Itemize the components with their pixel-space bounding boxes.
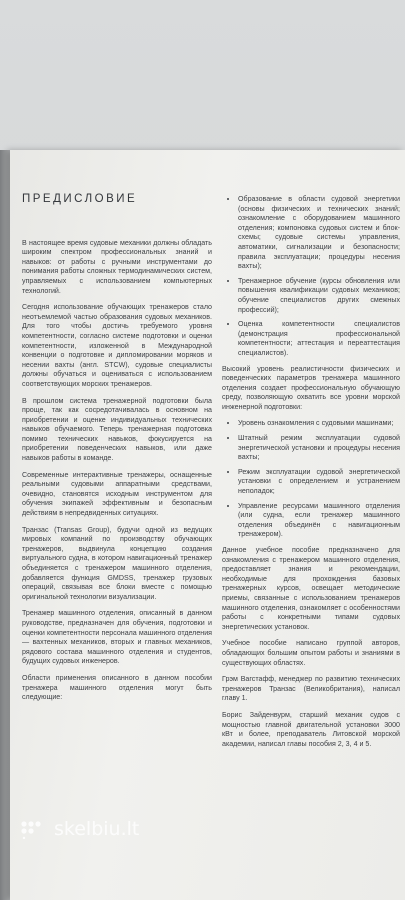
paragraph: В прошлом система тренажерной подготовки была проще, так как сосредотачивалась в основном на приобретении и оценке индивидуальных технических навыков обучаемого. Теперь тренажерная подготовка помимо технических навыков, фокусируется на приобретении поведенческих навыков, или даже навыков работы в команде. [22,396,212,463]
left-column [22,195,212,710]
paragraph: В настоящее время судовые механики должны обладать широким спектром профессиональных знаний и навыков: от работы с ручными инструментами до понимания работы сложных термодинамических систем, управляемых с использованием компьютерных технологий. [22,238,212,295]
bullet-list [222,419,400,540]
page-title: ПРЕДИСЛОВИЕ [22,193,138,205]
paragraph: Данное учебное пособие предназначено для ознакомления с тренажером машинного отделения, предоставляет знания и рекомендации, необходимые для прохождения базовых тренажерных курсов, освещает методические приемы, связанные с использованием тренажеров машинного отделения, ознакомляет с особенностями работы с конкретными типами судовых энергетических установок. [222,546,400,631]
paragraph: Грэм Вагстафф, менеджер по развитию технических тренажеров Транзас (Великобритания), написал главу 1. [222,675,400,703]
paragraph: Учебное пособие написано группой авторов, обладающих большим опытом работы и знаниями в существующих областях. [222,639,400,667]
watermark [20,818,139,840]
paragraph: Сегодня использование обучающих тренажеров стало неотъемлемой частью образования судовых механиков. Для того чтобы достичь требуемого уровня компетентности, согласно системе подготовки и оценки компетентности, изложенной в Международной конвенции о подготовке и дипломировании моряков и несении вахты (англ. STCW), судовые специалисты должны обучаться и оцениваться с использованием соответствующих морских тренажеров. [22,303,212,388]
watermark-text: skelbiu.lt [54,818,140,840]
paragraph: Современные интерактивные тренажеры, оснащенные реальными судовыми аппаратными средствами, очевидно, становятся исходным инструментом для обучения экипажей эффективным и безопасным действиям в непредвиденных ситуациях. [22,470,212,518]
book-page [10,150,405,900]
list-item: • Образование в области судовой энергетики (основы физических и технических знаний; ознакомление с оборудованием машинного отделения; компоновка судовых систем и блок-схемы; судовые системы управления, автоматики, сигнализации и безопасности; правила эксплуатации; процедуры несения вахты); [238,195,400,272]
list-item: • Оценка компетентности специалистов (демонстрация профессиональной компетентности; аттестация и переаттестация специалистов). [238,320,400,358]
paragraph: Высокий уровень реалистичности физических и поведенческих параметров тренажера машинного отделения создает профессиональную обучающую среду, позволяющую охватить все уровни морской инженерной подготовки: [222,364,400,411]
paragraph: Транзас (Transas Group), будучи одной из ведущих мировых компаний по производству обучающих тренажеров, выдвинула концепцию создания виртуального судна, в котором навигационный тренажер объединяется с тренажером машинного отделения, добавляется функция GMDSS, тренажер грузовых операций, связывая все блоки вместе с помощью оригинальной технологии визуализации. [22,525,212,601]
right-column [222,195,400,756]
list-item: • Тренажерное обучение (курсы обновления или повышения квалификации судовых механиков; обучение специалистов других смежных профессий); [238,277,400,315]
paragraph: Борис Зайденвурм, старший механик судов с мощностью главной двигательной установки 3000 кВт и более, преподаватель Литовской морской академии, написал главы пособия 2, 3, 4 и 5. [222,710,400,748]
list-item: • Управление ресурсами машинного отделения (или судна, если тренажер машинного отделения объединён с навигационным тренажером). [238,502,400,540]
list-item: • Уровень ознакомления с судовыми машинами; [238,419,400,429]
bullet-list [222,195,400,359]
dots-logo-icon [20,819,48,839]
paragraph: Области применения описанного в данном пособии тренажера машинного отделения могут быть следующие: [22,673,212,702]
list-item: • Штатный режим эксплуатации судовой энергетической установки и процедуры несения вахты; [238,434,400,463]
list-item: • Режим эксплуатации судовой энергетической установки с определением и устранением неполадок; [238,468,400,497]
paragraph: Тренажер машинного отделения, описанный в данном руководстве, предназначен для обучения, подготовки и оценки компетентности персонала машинного отделения — вахтенных механиков, вторых и главных механиков, рядового состава машинного отделения и студентов, будущих судовых инженеров. [22,609,212,666]
